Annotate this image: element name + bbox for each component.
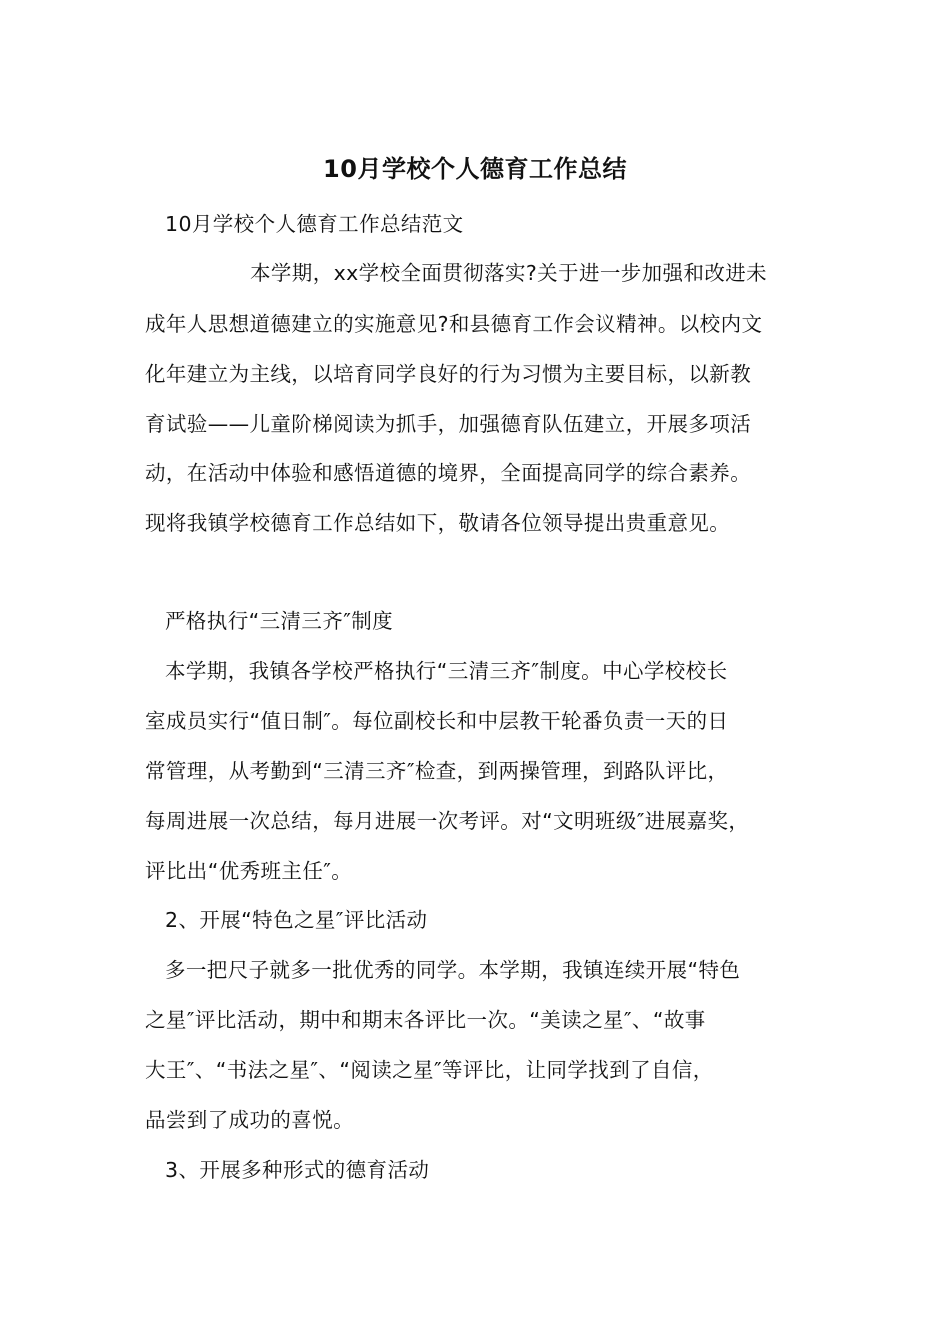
paragraph-line: 动，在活动中体验和感悟道德的境界，全面提高同学的综合素养。 bbox=[145, 461, 752, 485]
paragraph-line: 本学期，xx学校全面贯彻落实?关于进一步加强和改进未 bbox=[250, 261, 768, 285]
paragraph-line: 每周进展一次总结，每月进展一次考评。对“文明班级″进展嘉奖， bbox=[145, 809, 750, 833]
subtitle-line: 10月学校个人德育工作总结范文 bbox=[165, 212, 464, 236]
paragraph-line: 多一把尺子就多一批优秀的同学。本学期，我镇连续开展“特色 bbox=[165, 958, 741, 982]
paragraph-line: 品尝到了成功的喜悦。 bbox=[145, 1108, 354, 1132]
paragraph-line: 常管理，从考勤到“三清三齐″检查，到两操管理，到路队评比， bbox=[145, 759, 729, 783]
section-heading: 严格执行“三清三齐″制度 bbox=[165, 609, 394, 633]
document-title: 10月学校个人德育工作总结 bbox=[323, 155, 627, 183]
paragraph-line: 现将我镇学校德育工作总结如下，敬请各位领导提出贵重意见。 bbox=[145, 511, 731, 535]
paragraph-line: 评比出“优秀班主任″。 bbox=[145, 859, 353, 883]
paragraph-line: 大王″、“书法之星″、“阅读之星″等评比，让同学找到了自信， bbox=[145, 1058, 714, 1082]
paragraph-line: 本学期，我镇各学校严格执行“三清三齐″制度。中心学校校长 bbox=[165, 659, 728, 683]
paragraph-line: 化年建立为主线，以培育同学良好的行为习惯为主要目标，以新教 bbox=[145, 362, 752, 386]
paragraph-line: 成年人思想道德建立的实施意见?和县德育工作会议精神。以校内文 bbox=[145, 312, 763, 336]
paragraph-line: 之星″评比活动，期中和期末各评比一次。“美读之星″、“故事 bbox=[145, 1008, 706, 1032]
paragraph-line: 育试验——儿童阶梯阅读为抓手，加强德育队伍建立，开展多项活 bbox=[145, 412, 752, 436]
section-heading: 2、开展“特色之星″评比活动 bbox=[165, 908, 428, 932]
paragraph-line: 室成员实行“值日制″。每位副校长和中层教干轮番负责一天的日 bbox=[145, 709, 729, 733]
section-heading: 3、开展多种形式的德育活动 bbox=[165, 1158, 430, 1182]
